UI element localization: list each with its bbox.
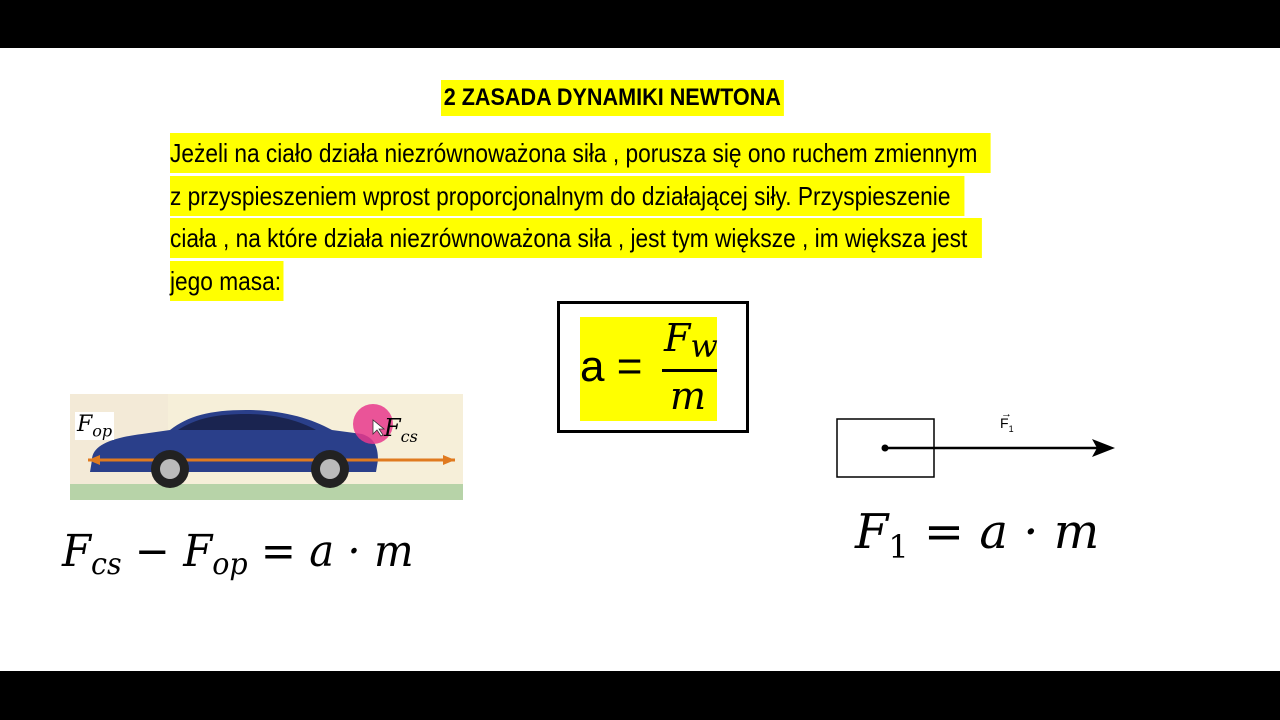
- formula-lhs: a =: [580, 342, 643, 391]
- paragraph-line-3: ciała , na które działa niezrównoważona siła , jest tym większe , im większa jest: [170, 218, 982, 258]
- paragraph-line-2: z przyspieszeniem wprost proporcjonalnym do działającej siły. Przyspieszenie: [170, 176, 964, 216]
- force-diagram: [833, 400, 1123, 490]
- slide-title: 2 ZASADA DYNAMIKI NEWTONA: [441, 80, 784, 116]
- ground: [70, 484, 463, 500]
- force-vector-label: → $F_1$: [1000, 408, 1014, 434]
- car-label-fop: $F_{op}$: [77, 412, 113, 441]
- car-illustration: [70, 394, 463, 500]
- formula-highlight: [580, 317, 717, 421]
- car-label-fcs: $F_{cs}$: [384, 414, 418, 446]
- paragraph-line-4: jego masa:: [170, 261, 283, 301]
- equation-net-force: $F_{cs} - F_{op} = a \cdot m$: [62, 526, 414, 582]
- paragraph-line-1: Jeżeli na ciało działa niezrównoważona siła , porusza się ono ruchem zmiennym: [170, 133, 991, 173]
- formula-box: [557, 301, 749, 433]
- equation-f1: $F_1 = a \cdot m$: [855, 504, 1100, 566]
- formula-numerator: $F_w$: [664, 316, 718, 365]
- formula-denominator: m: [670, 374, 707, 418]
